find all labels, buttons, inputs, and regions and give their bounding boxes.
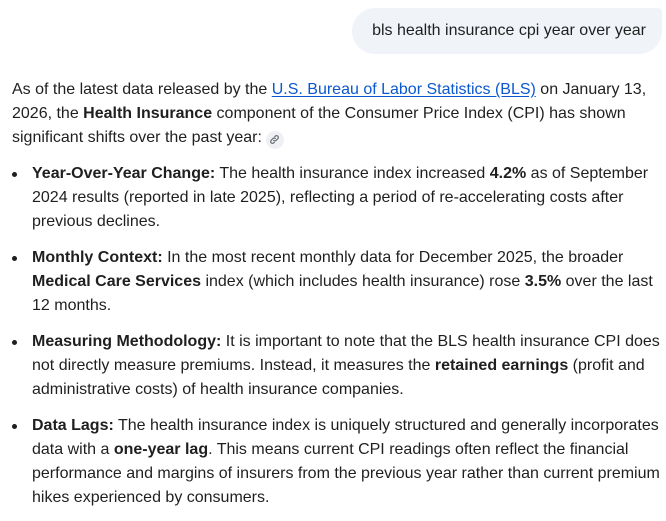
list-item <box>12 330 666 402</box>
intro-text-2: on January 13, 2026, the <box>12 81 647 122</box>
bullet-bold: one-year lag <box>113 441 209 458</box>
intro-bold-health-insurance: Health Insurance <box>83 105 213 122</box>
list-item <box>12 246 666 318</box>
bullet-bold: 3.5% <box>524 273 562 290</box>
bullet-text: (profit and administrative costs) of health insurance companies. <box>32 357 645 398</box>
ai-answer <box>12 78 666 510</box>
answer-bullet-list <box>12 162 666 510</box>
bullet-text: . This means current CPI readings often reflect the financial performance and margins of insurers from the previous year rather than current premium hikes experienced by consumers. <box>32 441 660 506</box>
bullet-title: Measuring Methodology: <box>32 333 222 350</box>
bullet-text: over the last 12 months. <box>32 273 653 314</box>
bullet-text: as of September 2024 results (reported in late 2025), reflecting a period of re-accelerating costs after previous declines. <box>32 165 649 230</box>
intro-text-3: component of the Consumer Price Index (CPI) has shown significant shifts over the past year: <box>12 105 626 146</box>
bullet-title: Data Lags: <box>32 417 114 434</box>
bullet-text: The health insurance index is uniquely structured and generally incorporates data with a <box>32 417 659 458</box>
link-icon <box>269 134 280 145</box>
bullet-text: In the most recent monthly data for December 2025, the broader <box>162 249 624 266</box>
answer-intro <box>12 78 666 150</box>
bullet-title: Year-Over-Year Change: <box>32 165 216 182</box>
bullet-dot <box>12 424 17 429</box>
bullet-text: index (which includes health insurance) rose <box>201 273 525 290</box>
intro-text-1: As of the latest data released by the <box>12 81 272 98</box>
user-query-bubble <box>352 8 662 54</box>
bullet-text: The health insurance index increased <box>215 165 490 182</box>
bullet-title: Monthly Context: <box>32 249 163 266</box>
bullet-bold: Medical Care Services <box>32 273 201 290</box>
user-query-text: bls health insurance cpi year over year <box>372 22 646 39</box>
bullet-bold: retained earnings <box>434 357 569 374</box>
source-link-chip[interactable] <box>266 131 284 149</box>
bullet-bold: 4.2% <box>489 165 527 182</box>
bullet-dot <box>12 172 17 177</box>
bullet-dot <box>12 256 17 261</box>
bullet-dot <box>12 340 17 345</box>
list-item <box>12 414 666 510</box>
bls-link[interactable]: U.S. Bureau of Labor Statistics (BLS) <box>271 81 536 98</box>
bullet-text: It is important to note that the BLS health insurance CPI does not directly measure premiums. Instead, it measures the <box>32 333 660 374</box>
list-item <box>12 162 666 234</box>
